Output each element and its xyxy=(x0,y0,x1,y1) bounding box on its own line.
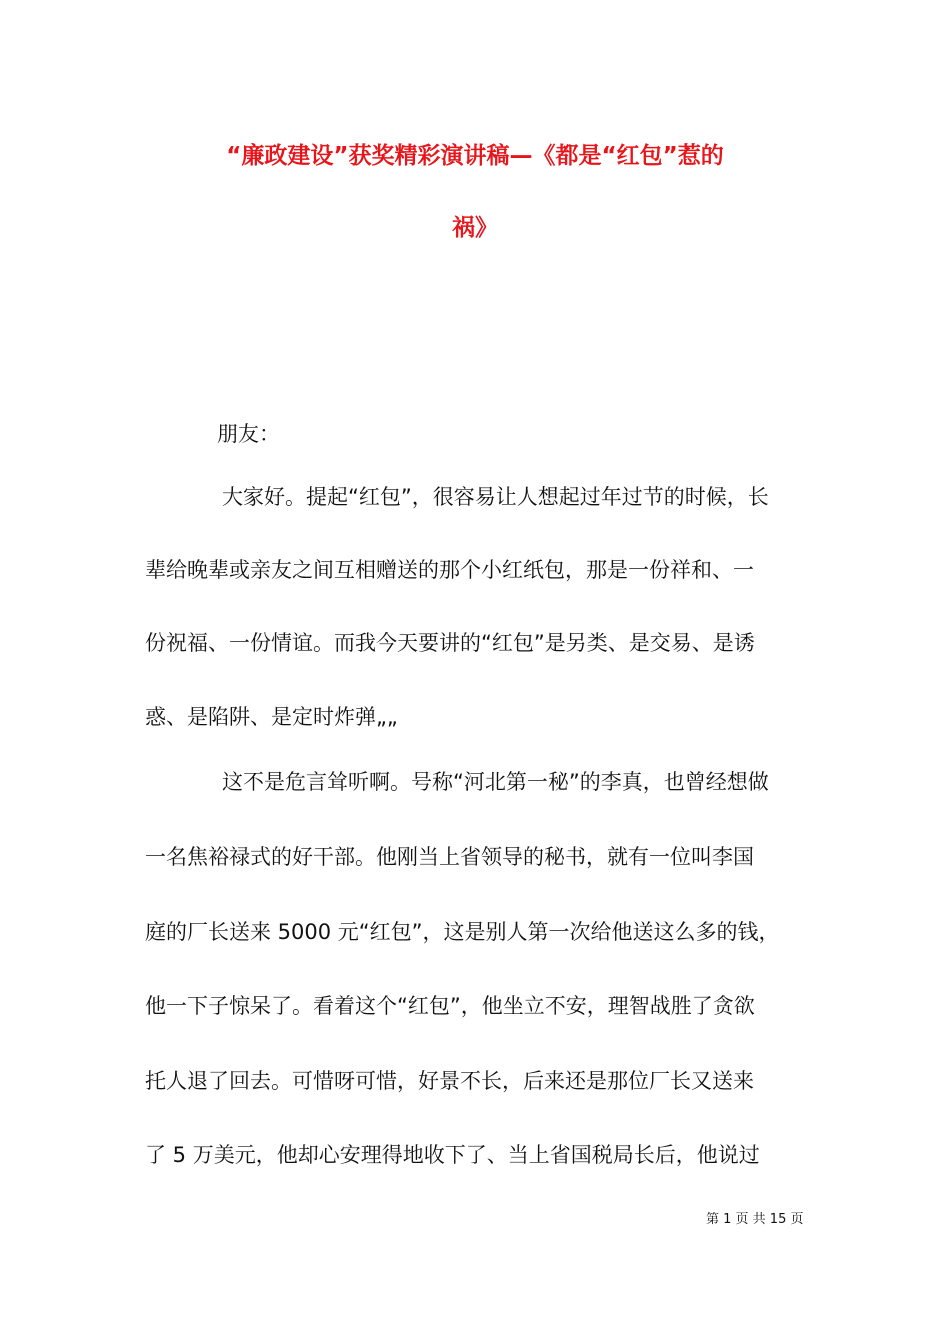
body-line: 了 5 万美元，他却心安理得地收下了、当上省国税局长后，他说过 xyxy=(145,1143,760,1167)
body-line: 份祝福、一份情谊。而我今天要讲的“红包”是另类、是交易、是诱 xyxy=(145,631,755,655)
body-line: 一名焦裕禄式的好干部。他刚当上省领导的秘书，就有一位叫李国 xyxy=(145,845,754,869)
body-line: 大家好。提起“红包”，很容易让人想起过年过节的时候，长 xyxy=(222,485,769,509)
body-line: 辈给晚辈或亲友之间互相赠送的那个小红纸包，那是一份祥和、一 xyxy=(145,558,754,582)
document-title-line-2: 祸》 xyxy=(452,215,498,241)
body-line: 庭的厂长送来 5000 元“红包”，这是别人第一次给他送这么多的钱， xyxy=(145,920,780,944)
document-title-line-1: “廉政建设”获奖精彩演讲稿—《都是“红包”惹的 xyxy=(226,143,724,169)
greeting: 朋友： xyxy=(217,422,280,446)
body-line: 惑、是陷阱、是定时炸弹„„ xyxy=(145,705,398,729)
body-line: 他一下子惊呆了。看着这个“红包”，他坐立不安，理智战胜了贪欲 xyxy=(145,994,755,1018)
body-line: 这不是危言耸听啊。号称“河北第一秘”的李真，也曾经想做 xyxy=(222,770,769,794)
body-line: 托人退了回去。可惜呀可惜，好景不长，后来还是那位厂长又送来 xyxy=(145,1069,754,1093)
page-number: 第 1 页 共 15 页 xyxy=(706,1212,804,1227)
